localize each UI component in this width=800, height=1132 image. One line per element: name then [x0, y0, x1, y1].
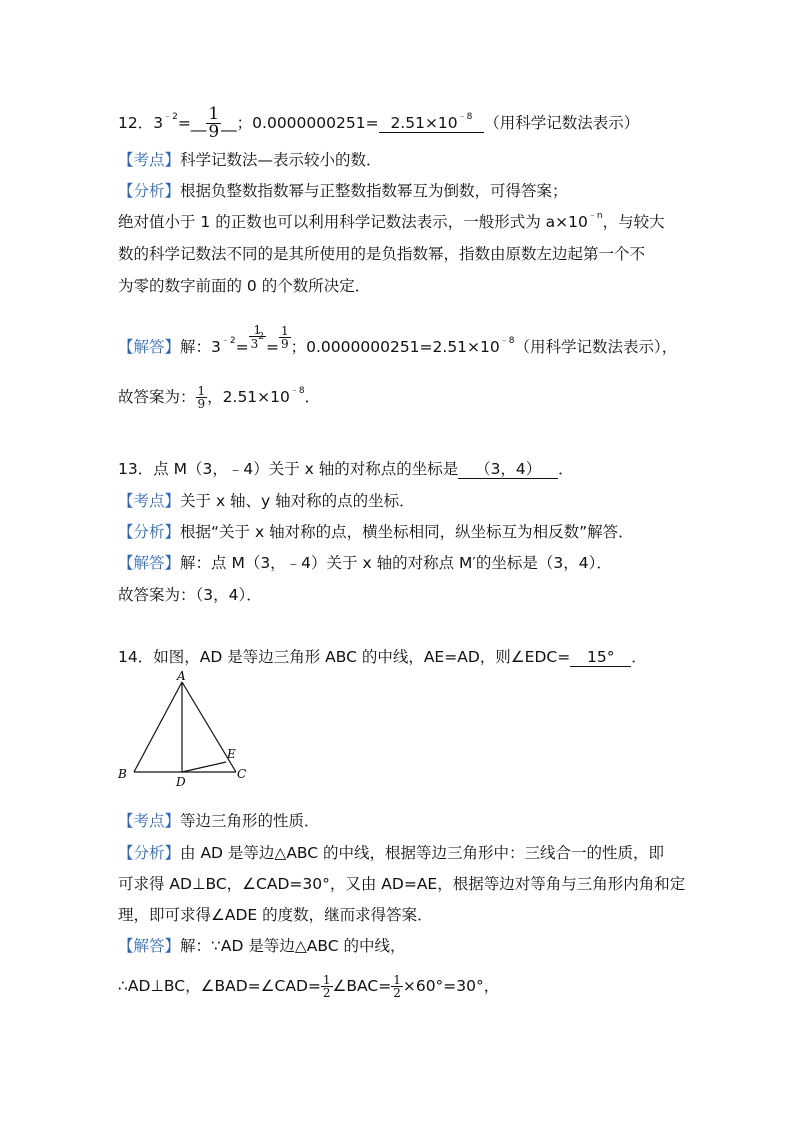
jieda-fraction-2: [279, 325, 291, 350]
jieda-fraction-1: [249, 324, 266, 350]
q14-fenxi-line-2: 可求得 AD⊥BC，∠CAD=30°，又由 AD=AE，根据等边对等角与三角形内角和定: [118, 875, 686, 893]
q14-stem-text: 14．如图，AD 是等边三角形 ABC 的中线，AE=AD，则∠EDC=: [118, 648, 571, 666]
q12-answer: [118, 385, 320, 410]
fenxi-tag: 【分析】: [118, 844, 181, 862]
kaodian-tag: 【考点】: [118, 492, 181, 510]
q13-fenxi: [118, 521, 634, 543]
jieda-text: 解：点 M（3，﹣4）关于 x 轴的对称点 M′的坐标是（3，4）．: [180, 554, 612, 572]
jieda-exponent: ﹣2: [220, 336, 236, 346]
fraction-numerator: 1: [208, 104, 220, 124]
q12-answer-2-base: 2.51×10: [390, 114, 458, 132]
fenxi-text: 由 AD 是等边△ABC 的中线，根据等边三角形中：三线合一的性质，即: [180, 844, 665, 862]
q12-fenxi-line-2: [118, 211, 665, 233]
q12-equals: =: [177, 114, 191, 132]
answer-end: ．: [304, 388, 321, 406]
jieda-half-fraction-1: [321, 974, 333, 999]
jieda-text: 解：∵AD 是等边△ABC 的中线，: [180, 937, 406, 955]
jieda-prefix: 解：3: [180, 338, 221, 356]
fraction-numerator: 1: [197, 384, 206, 398]
fraction-denominator: 9: [281, 337, 289, 351]
answer-exponent: ﹣8: [289, 386, 305, 396]
q13-answer: （3，4）: [475, 460, 542, 478]
q12-number: 12．: [118, 114, 154, 132]
label-c: C: [237, 767, 247, 781]
kaodian-tag: 【考点】: [118, 151, 181, 169]
q12-kaodian: [118, 149, 382, 171]
q13-jieda: [118, 552, 612, 574]
q12-fenxi-line-4: 为零的数字前面的 0 的个数所决定．: [118, 277, 371, 295]
jieda-equals: =: [235, 338, 249, 356]
q12-answer-fraction: [206, 106, 221, 141]
triangle-figure: [112, 668, 262, 788]
label-a: A: [177, 669, 186, 683]
q14-answer-blank: [570, 648, 631, 667]
jieda-half-fraction-2: [391, 974, 403, 999]
fenxi-line-2-end: ，与较大: [602, 213, 665, 231]
kaodian-text: 关于 x 轴、y 轴对称的点的坐标．: [180, 492, 415, 510]
jieda-second-exponent: ﹣8: [499, 336, 515, 346]
q12-base: 3: [153, 114, 164, 132]
jieda-note: （用科学记数法表示），: [514, 338, 678, 356]
jieda-line-2-start: ∴AD⊥BC，∠BAD=∠CAD=: [118, 977, 321, 995]
segment-ab: [134, 682, 182, 772]
q13-kaodian: [118, 490, 415, 512]
q14-fenxi-line-3: 理，即可求得∠ADE 的度数，继而求得答案．: [118, 906, 433, 924]
answer-fraction: [196, 385, 208, 410]
fraction-denominator: 2: [393, 986, 401, 1000]
fraction-numerator: 1: [281, 324, 289, 338]
q12-second-part: ；0.0000000251=: [236, 114, 379, 132]
jieda-line-2-end: ×60°=30°，: [402, 977, 500, 995]
q14-kaodian: [118, 810, 320, 832]
fraction-denominator: 2: [322, 986, 331, 1000]
kaodian-text: 等边三角形的性质．: [180, 812, 320, 830]
q14-stem: [118, 646, 647, 668]
kaodian-text: 科学记数法—表示较小的数．: [180, 151, 382, 169]
q14-fenxi: [118, 842, 664, 864]
fraction-numerator: 1: [393, 973, 401, 987]
q14-jieda: [118, 935, 405, 957]
jieda-tag: 【解答】: [118, 554, 181, 572]
denominator-exponent: 2: [258, 332, 264, 342]
label-e: E: [227, 747, 236, 761]
answer-second-part: ，2.51×10: [207, 388, 290, 406]
fenxi-tag: 【分析】: [118, 523, 181, 541]
q12-answer-2-exponent: ﹣8: [457, 112, 473, 122]
q12-blank-post: __: [221, 114, 237, 132]
jieda-second-part: ；0.0000000251=2.51×10: [290, 338, 500, 356]
fenxi-exponent: ﹣n: [587, 211, 603, 221]
fenxi-line-2-text: 绝对值小于 1 的正数也可以利用科学记数法表示，一般形式为 a×10: [118, 213, 588, 231]
q12-answer-2: [379, 114, 485, 133]
q12-stem: [118, 106, 639, 141]
label-b: B: [118, 767, 127, 781]
denominator-base: 3: [250, 337, 259, 351]
segment-de: [182, 762, 226, 772]
q13-stem: [118, 458, 574, 480]
q12-blank-pre: __: [190, 114, 207, 132]
q13-end: ．: [558, 460, 574, 478]
fraction-numerator: 1: [249, 324, 266, 337]
q13-answer: 故答案为：（3，4）．: [118, 586, 262, 604]
jieda-tag: 【解答】: [118, 937, 181, 955]
jieda-line-2-middle: ∠BAC=: [332, 977, 392, 995]
fraction-denominator: 9: [208, 122, 220, 142]
label-d: D: [176, 775, 186, 788]
jieda-equals-2: =: [266, 338, 279, 356]
q12-exponent: ﹣2: [163, 112, 178, 122]
fraction-denominator: [249, 332, 266, 351]
jieda-tag: 【解答】: [118, 338, 181, 356]
fenxi-text: 根据“关于 x 轴对称的点，横坐标相同，纵坐标互为相反数”解答．: [180, 523, 634, 541]
q13-stem-text: 13．点 M（3，﹣4）关于 x 轴的对称点的坐标是: [118, 460, 459, 478]
fraction-denominator: 9: [197, 397, 206, 411]
q14-jieda-line-2: [118, 974, 499, 999]
fenxi-text: 根据负整数指数幂与正整数指数幂互为倒数，可得答案；: [180, 182, 568, 200]
q13-answer-blank: [458, 460, 558, 479]
answer-prefix: 故答案为：: [118, 388, 196, 406]
fraction-numerator: 1: [322, 973, 331, 987]
q12-fenxi: [118, 180, 568, 202]
q12-jieda: [118, 324, 677, 358]
fenxi-tag: 【分析】: [118, 182, 181, 200]
q14-answer: 15°: [586, 648, 615, 666]
q12-fenxi-line-3: 数的科学记数法不同的是其所使用的是负指数幂，指数由原数左边起第一个不: [118, 245, 646, 263]
kaodian-tag: 【考点】: [118, 812, 181, 830]
q14-end: ．: [631, 648, 647, 666]
q12-note: （用科学记数法表示）: [484, 114, 640, 132]
